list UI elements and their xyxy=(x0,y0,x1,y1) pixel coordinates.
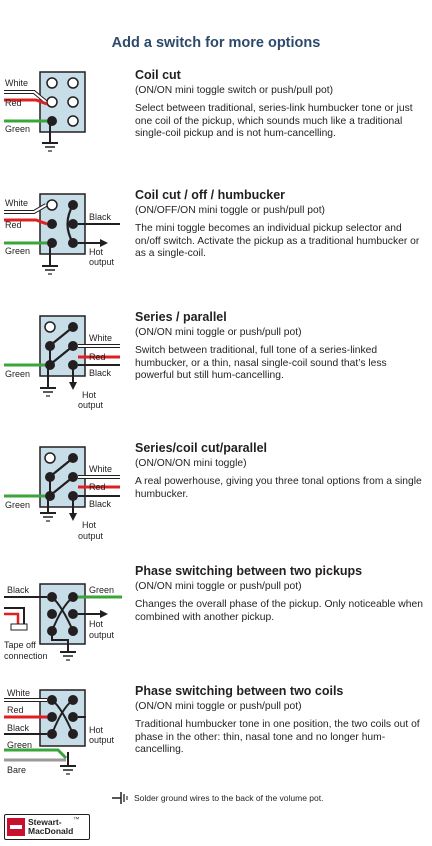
section-phase-two-pickups xyxy=(135,564,427,624)
wire-label-output: output xyxy=(78,531,104,541)
series-coil-cut-parallel-diagram xyxy=(0,441,132,546)
section-subtitle: (ON/ON mini toggle or push/pull pot) xyxy=(135,327,302,338)
section-title: Series / parallel xyxy=(135,310,227,324)
wire-label-black: Black xyxy=(89,499,112,509)
section-description: Changes the overall phase of the pickup. Only noticeable when combined with another pickup. xyxy=(135,599,423,623)
section-title: Phase switching between two coils xyxy=(135,684,344,698)
series-parallel-diagram xyxy=(0,310,132,415)
wire-label-red: Red xyxy=(7,705,24,715)
section-title: Coil cut / off / humbucker xyxy=(135,188,286,202)
coil-cut-off-humbucker-diagram xyxy=(0,188,132,288)
wire-label-black: Black xyxy=(7,585,30,595)
wire-label-green: Green xyxy=(5,246,31,256)
logo-line-1: Stewart- xyxy=(28,816,62,827)
wire-label-white: White xyxy=(89,464,113,474)
section-description: The mini toggle becomes an individual pickup selector and on/off switch. Activate the pickup as a traditional humbucker or as a single-coil. xyxy=(135,223,420,259)
stewmac-logo xyxy=(4,814,90,840)
wire-label-hot: Hot xyxy=(82,520,97,530)
wire-label-white: White xyxy=(7,688,31,698)
section-coil-cut xyxy=(135,68,427,141)
wire-label-green: Green xyxy=(5,124,31,134)
wire-label-hot: Hot xyxy=(82,390,97,400)
wire-label-black: Black xyxy=(89,368,112,378)
section-subtitle: (ON/ON mini toggle or push/pull pot) xyxy=(135,701,302,712)
footnote-text: Solder ground wires to the back of the volume pot. xyxy=(134,793,324,803)
section-phase-two-coils xyxy=(135,684,427,757)
logo-line-2: MacDonald xyxy=(28,826,74,836)
logo-tm: ™ xyxy=(73,817,80,823)
page-title: Add a switch for more options xyxy=(111,35,321,51)
logo-text xyxy=(28,818,73,837)
wire-label-output: output xyxy=(89,735,115,745)
section-description: A real powerhouse, giving you three tonal options from a single humbucker. xyxy=(135,476,422,500)
wire-label-white: White xyxy=(5,198,29,208)
wire-label-black: Black xyxy=(7,723,30,733)
section-subtitle: (ON/ON mini toggle switch or push/pull pot) xyxy=(135,85,334,96)
section-title: Series/coil cut/parallel xyxy=(135,441,268,455)
wire-label-white: White xyxy=(5,78,29,88)
wire-label-hot: Hot xyxy=(89,619,104,629)
section-title: Coil cut xyxy=(135,68,181,82)
wire-label-green: Green xyxy=(5,369,31,379)
section-subtitle: (ON/ON/ON mini toggle) xyxy=(135,458,247,469)
wire-label-tape-off: Tape off xyxy=(4,640,36,650)
phase-two-pickups-diagram xyxy=(0,580,132,665)
section-subtitle: (ON/ON mini toggle or push/pull pot) xyxy=(135,581,302,592)
section-description: Select between traditional, series-link humbucker tone or just one coil of the pickup, which sounds much like a traditional single-coil pickup and is not hum-cancelling. xyxy=(135,103,413,139)
wire-label-bare: Bare xyxy=(7,765,27,775)
wire-label-red: Red xyxy=(5,98,22,108)
logo-mark-icon xyxy=(7,818,25,836)
wire-label-red: Red xyxy=(89,352,106,362)
wire-label-green: Green xyxy=(5,500,31,510)
ground-symbol-icon xyxy=(112,792,130,804)
wire-label-red: Red xyxy=(5,220,22,230)
section-series-coil-cut-parallel xyxy=(135,441,427,501)
wire-label-black: Black xyxy=(89,212,112,222)
wire-label-hot: Hot xyxy=(89,247,104,257)
section-subtitle: (ON/OFF/ON mini toggle or push/pull pot) xyxy=(135,205,325,216)
phase-two-coils-diagram xyxy=(0,686,132,786)
section-series-parallel xyxy=(135,310,427,383)
section-description: Switch between traditional, full tone of a series-linked humbucker, or a thin, nasal single-coil sound that’s less powerful but still hum-cancelling. xyxy=(135,345,387,381)
wire-label-red: Red xyxy=(89,482,106,492)
ground-footnote xyxy=(112,792,323,804)
wire-label-connection: connection xyxy=(4,651,48,661)
wire-label-output: output xyxy=(89,257,115,267)
section-coil-cut-off-humbucker xyxy=(135,188,427,261)
wire-label-output: output xyxy=(89,630,115,640)
wire-label-output: output xyxy=(78,400,104,410)
wire-label-white: White xyxy=(89,333,113,343)
coil-cut-diagram xyxy=(0,68,132,168)
wire-label-green: Green xyxy=(89,585,115,595)
section-description: Traditional humbucker tone in one position, the two coils out of phase in the other: thin, nasal tone and no longer hum-cancelling. xyxy=(135,719,420,755)
wire-label-hot: Hot xyxy=(89,725,104,735)
wire-label-green: Green xyxy=(7,740,33,750)
section-title: Phase switching between two pickups xyxy=(135,564,363,578)
